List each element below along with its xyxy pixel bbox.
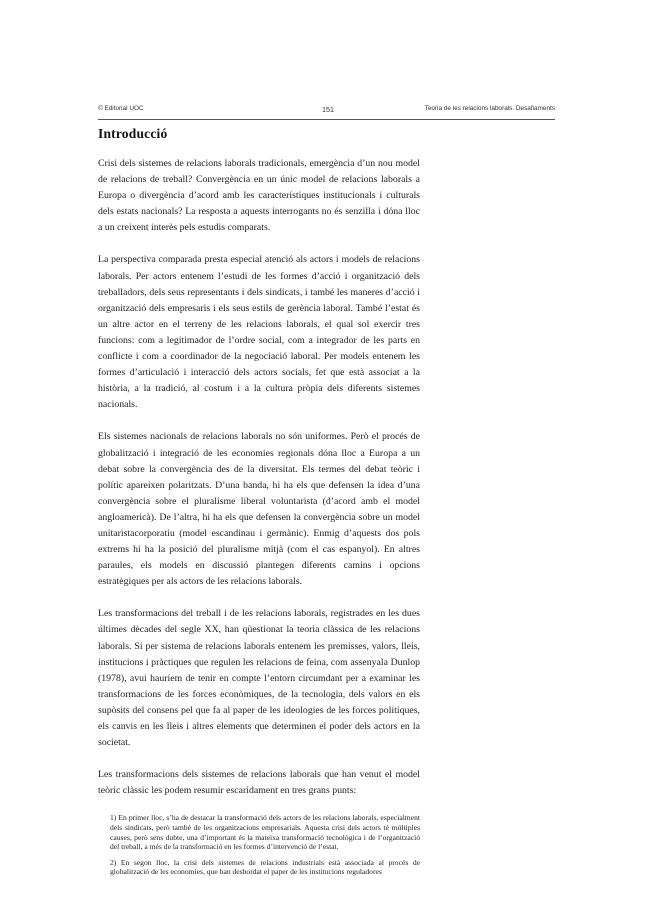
paragraph-5: Les transformacions dels sistemes de relacions laborals que han venut el model teòric clàssic les podem resumir escaridament en tres grans punts:: [98, 769, 420, 797]
publisher-label: © Editorial UOC: [98, 105, 144, 112]
running-header: [98, 105, 555, 120]
book-title-label: Teoria de les relacions laborals. Desafiaments: [424, 105, 555, 112]
page-number: 151: [322, 105, 334, 114]
key-point-2: 2) En segon lloc, la crisi dels sistemes de relacions industrials està associada al procés de globalització de les economies, que han desbordat el paper de les institucions reguladores: [110, 857, 420, 877]
key-point-1: 1) En primer lloc, s’ha de destacar la transformació dels actors de les relacions laborals, especialment dels sindicats, però també de les organitzacions empresarials. Aquesta crisi dels actors té múltiples causes, però sens dubte, una d’important és la mateixa transformació tecnològica i de l’organització del treball, a més de la transformació en les formes d’intervenció de l’estat.: [110, 813, 420, 852]
section-title: Introducció: [98, 126, 168, 141]
key-points-list: [98, 813, 420, 877]
paragraph-1: Crisi dels sistemes de relacions laborals tradicionals, emergència d’un nou model de relacions de treball? Convergència en un únic model de relacions laborals a Europa o divergència d’acord amb les característiques institucionals i culturals dels estats nacionals? La resposta a aquests interrogants no és senzilla i dóna lloc a un creixent interès pels estudis comparats.: [98, 158, 420, 234]
body-text: [98, 156, 420, 883]
paragraph-4: Les transformacions del treball i de les relacions laborals, registrades en les dues últimes dècades del segle XX, han qüestionat la teoria clàssica de les relacions laborals. Si per sistema de relacions laborals entenem les premisses, valors, lleis, institucions i pràctiques que regulen les relacions de feina, com assenyala Dunlop (1978), avui hauríem de tenir en compte l’entorn circumdant per a examinar les transformacions de les forces econòmiques, de la tecnologia, dels valors en els supòsits del consens pel que fa al paper de les ideologies de les forces polítiques, els canvis en les lleis i altres elements que determinen el poder dels actors en la societat.: [98, 608, 420, 749]
paragraph-3: Els sistemes nacionals de relacions laborals no són uniformes. Però el procés de globalització i integració de les economies regionals dóna lloc a Europa a un debat sobre la convergència des de la diversitat. Els termes del debat teòric i polític apareixen polaritzats. D’una banda, hi ha els que defensen la idea d’una convergència sobre el pluralisme liberal voluntarista (d’acord amb el model angloamericà). De l’altra, hi ha els que defensen la convergència sobre un model unitaristacorporatiu (model escandinau i germànic). Enmig d’aquests dos pols extrems hi ha la posició del pluralisme mitjà (com el cas espanyol). En altres paraules, els models en discussió plantegen diferents camins i opcions estratègiques per als actors de les relacions laborals.: [98, 431, 420, 588]
paragraph-2: La perspectiva comparada presta especial atenció als actors i models de relacions laborals. Per actors entenem l’estudi de les formes d’acció i organització dels treballadors, dels seus representants i dels sindicats, i també les maneres d’acció i organització dels empresaris i els seus estils de gerència laboral. També l’estat és un altre actor en el terreny de les relacions laborals, el qual sol exercir tres funcions: com a legitimador de l’ordre social, com a integrador de les parts en conflicte i com a coordinador de la negociació laboral. Per models entenem les formes d’articulació i interacció dels actors socials, fet que està associat a la història, a la tradició, al costum i a la cultura pròpia dels diferents sistemes nacionals.: [98, 254, 420, 411]
